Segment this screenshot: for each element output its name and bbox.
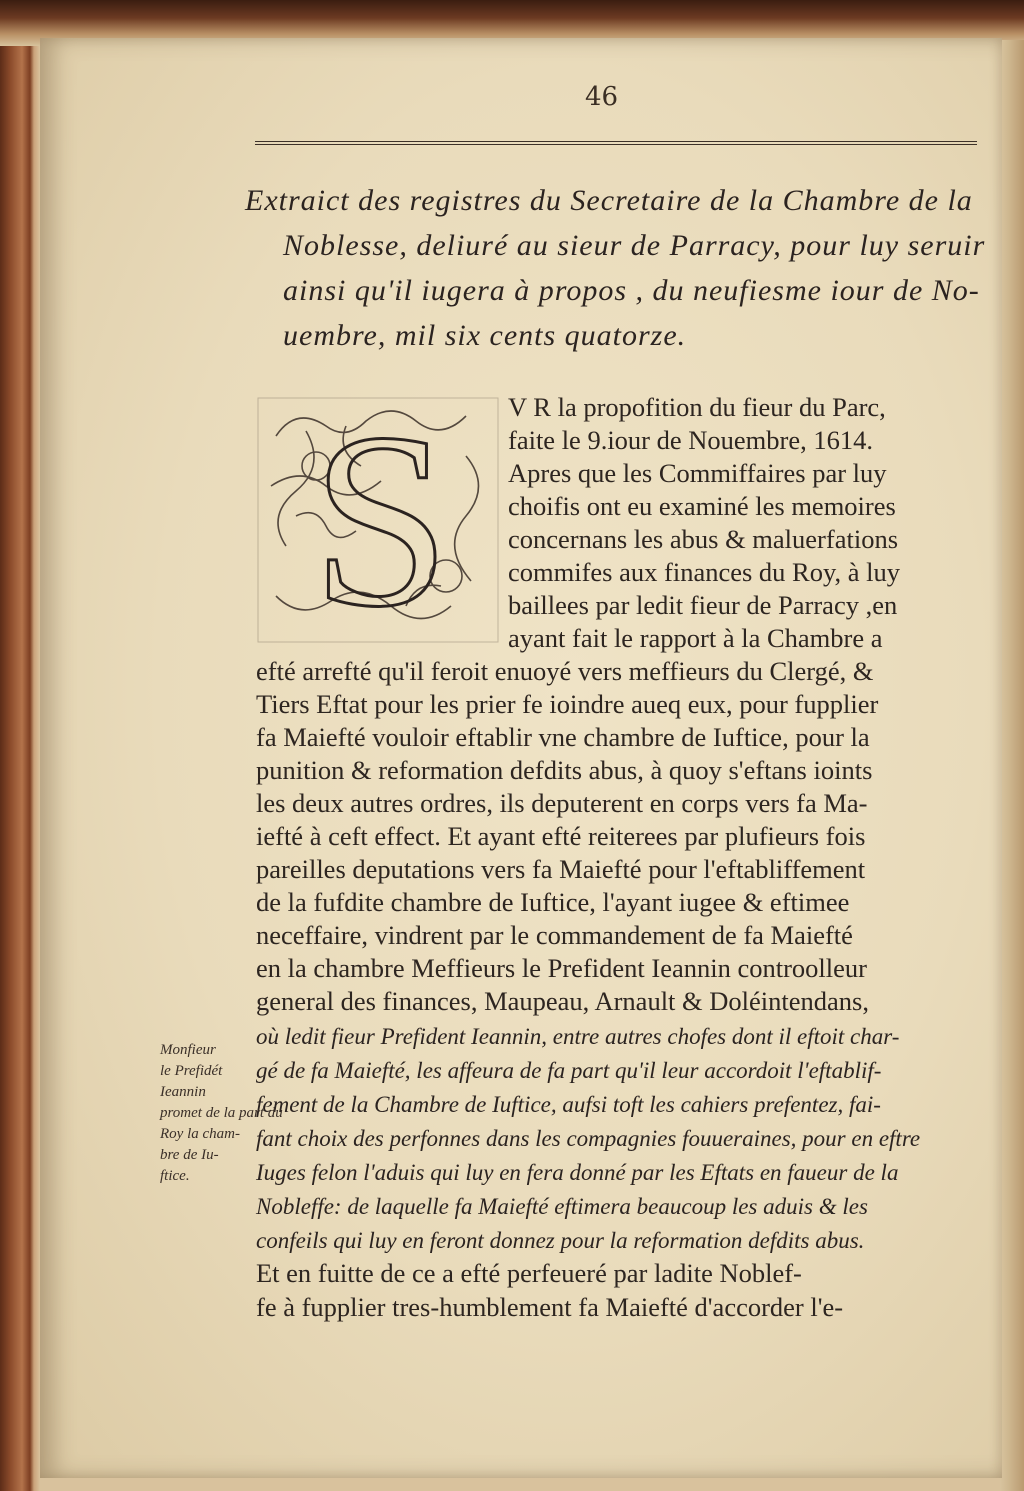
italic-line: fement de la Chambre de Iuftice, aufsi toft les cahiers prefentez, fai- bbox=[256, 1092, 881, 1117]
italic-line: où ledit fieur Prefident Ieannin, entre autres chofes dont il eftoit char- bbox=[256, 1024, 900, 1049]
margin-note bbox=[160, 1040, 283, 1187]
ornamental-initial bbox=[256, 396, 500, 644]
body-line: Tiers Eftat pour les prier fe ioindre aueq eux, pour fupplier bbox=[256, 689, 879, 719]
body-line: de la fufdite chambre de Iuftice, l'ayant iugee & eftimee bbox=[256, 887, 850, 917]
body-line: fe à fupplier tres-humblement fa Maiefté d'accorder l'e- bbox=[256, 1292, 844, 1322]
body-line: en la chambre Meffieurs le Prefident Ieannin controolleur bbox=[256, 953, 867, 983]
title-line: uembre, mil six cents quatorze. bbox=[283, 319, 687, 352]
body-line: punition & reformation defdits abus, à quoy s'eftans ioints bbox=[256, 755, 873, 785]
body-line: pareilles deputations vers fa Maiefté pour l'eftabliffement bbox=[256, 854, 866, 884]
right-page-edge bbox=[1000, 40, 1024, 1491]
header-rule bbox=[255, 141, 977, 145]
body-line: neceffaire, vindrent par le commandement de fa Maiefté bbox=[256, 920, 853, 950]
body-line: baillees par ledit fieur de Parracy ,en bbox=[508, 590, 898, 620]
body-line: iefté à ceft effect. Et ayant efté reiterees par plufieurs fois bbox=[256, 821, 866, 851]
body-line: Apres que les Commiffaires par luy bbox=[508, 458, 887, 488]
body-line: efté arrefté qu'il feroit enuoyé vers meffieurs du Clergé, & bbox=[256, 656, 874, 686]
title-line: ainsi qu'il iugera à propos , du neufiesme iour de No- bbox=[283, 274, 980, 307]
italic-line: fant choix des perfonnes dans les compagnies fouueraines, pour en eftre bbox=[256, 1126, 921, 1151]
italic-line: gé de fa Maiefté, les affeura de fa part qu'il leur accordoit l'eftablif- bbox=[256, 1058, 882, 1083]
italic-line: confeils qui luy en feront donnez pour la reformation defdits abus. bbox=[256, 1228, 865, 1253]
title-line: Extraict des registres du Secretaire de la Chambre de la bbox=[245, 184, 973, 217]
body-line: Et en fuitte de ce a efté perfeueré par ladite Noblef- bbox=[256, 1258, 802, 1288]
body-line: les deux autres ordres, ils deputerent en corps vers fa Ma- bbox=[256, 788, 868, 818]
body-line: fa Maiefté vouloir eftablir vne chambre de Iuftice, pour la bbox=[256, 722, 870, 752]
body-line: faite le 9.iour de Nouembre, 1614. bbox=[508, 425, 873, 455]
margin-note-line: ftice. bbox=[160, 1168, 190, 1184]
margin-note-line: le Prefidét bbox=[160, 1063, 223, 1079]
title-line: Noblesse, deliuré au sieur de Parracy, pour luy seruir bbox=[283, 229, 986, 262]
body-line: V R la propofition du fieur du Parc, bbox=[508, 392, 886, 422]
margin-note-line: promet de la part du bbox=[160, 1105, 283, 1121]
margin-note-line: Monfieur bbox=[160, 1042, 216, 1058]
body-line: concernans les abus & maluerfations bbox=[508, 524, 899, 554]
margin-note-line: Roy la cham- bbox=[160, 1126, 240, 1142]
body-line: ayant fait le rapport à la Chambre a bbox=[508, 623, 883, 653]
margin-note-line: Ieannin bbox=[160, 1084, 206, 1100]
drop-cap-letter: S bbox=[311, 396, 451, 644]
title-block bbox=[245, 178, 985, 358]
body-line: choifis ont eu examiné les memoires bbox=[508, 491, 896, 521]
page-number: 46 bbox=[585, 82, 619, 112]
body-line: general des finances, Maupeau, Arnault & Doléintendans, bbox=[256, 986, 869, 1016]
italic-line: Iuges felon l'aduis qui luy en fera donné par les Eftats en faueur de la bbox=[256, 1160, 899, 1185]
body-line: commifes aux finances du Roy, à luy bbox=[508, 557, 901, 587]
italic-line: Nobleffe: de laquelle fa Maiefté eftimera beaucoup les aduis & les bbox=[256, 1194, 868, 1219]
margin-note-line: bre de Iu- bbox=[160, 1147, 219, 1163]
